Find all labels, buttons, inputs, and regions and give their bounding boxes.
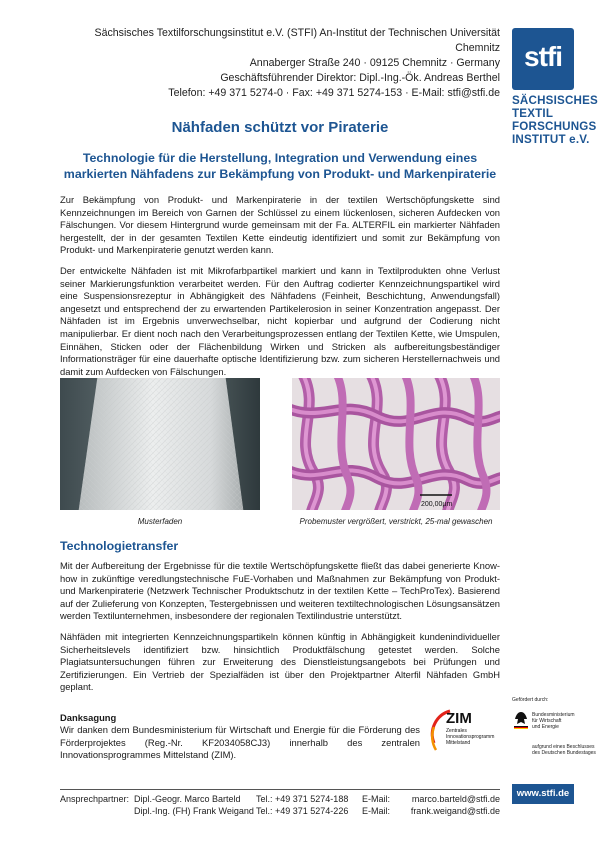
contact-label: Ansprechpartner: — [60, 794, 130, 804]
page-subtitle — [60, 150, 500, 182]
spool-illustration — [60, 378, 260, 510]
institute-header — [60, 26, 500, 101]
header-line: Geschäftsführender Direktor: Dipl.-Ing.-Ök. Andreas Berthel — [220, 72, 500, 84]
page-title: Nähfaden schützt vor Piraterie — [171, 119, 389, 136]
paragraph-transfer: Mit der Aufbereitung der Ergebnisse für die textile Wertschöpfungskette fließt das dabei generierte Know-how in zukünftige veredlungstechnische FuE-Vorhaben und Maßnahmen zur Bekämpfung von Produkt- und Markenpiraterie (Netzwerk Technischer Produktschutz in der textilen Kette – TechProTex). Basierend auf der Zulieferung von Konzepten, Testergebnissen und weiteren textiltechnologischen Lösungsansätzen werden Textilunternehmen, insbesondere der regionalen Textilindustrie unterstützt. — [60, 560, 500, 622]
intro-text — [60, 194, 500, 257]
logo-institute-name — [512, 94, 598, 146]
subtitle-line: markierten Nähfadens zur Bekämpfung von Produkt- und Markenpiraterie — [63, 167, 497, 181]
contact-email-label: E-Mail: — [362, 794, 391, 804]
contact-name: Dipl.-Ing. (FH) Frank Weigand — [134, 806, 254, 816]
zim-mark: ZIM — [446, 710, 472, 727]
contact-email-label: E-Mail: — [362, 806, 391, 816]
decision-line: aufgrund eines Beschlusses — [532, 744, 595, 750]
subtitle-line: Technologie für die Herstellung, Integration und Verwendung eines — [82, 151, 478, 165]
outlook-text — [60, 631, 500, 694]
acknowledgement-text: Wir danken dem Bundesministerium für Wirtschaft und Energie für die Förderung des Förderprojektes (Reg.-Nr. KF2034058CJ3) innerhalb des zentralen Innovationsprogrammes Mittelstand (ZIM). — [60, 724, 420, 761]
logo-name-line: TEXTIL — [512, 107, 554, 120]
funded-by-label: Gefördert durch: — [512, 697, 549, 703]
knit-illustration — [292, 378, 500, 510]
contact-name: Dipl.-Geogr. Marco Barteld — [134, 794, 241, 804]
paragraph-outlook: Nähfäden mit integrierten Kennzeichnungspartikeln können künftig in Abhängigkeit kundenindividueller Sicherheitslevels identifiziert bzw. hinsichtlich Produktfälschung getestet werden. Solche Plagiatsuntersuchungen führen zur Erweiterung des Dienstleistungsangebots bei Prüfungen und Zertifizierungen. Ein Vertrieb der Spezialfäden ist über den Projektpartner Alterfil Nähfaden GmbH geplant. — [60, 631, 500, 693]
sample-caption: Probemuster vergrößert, verstrickt, 25-mal gewaschen — [299, 517, 493, 526]
spool-caption: Musterfaden — [137, 517, 183, 526]
header-line: Annaberger Straße 240 · 09125 Chemnitz · Germany — [249, 57, 500, 69]
logo-name-line: INSTITUT e.V. — [512, 133, 590, 146]
scale-label: 200,00µm — [421, 501, 453, 508]
paragraph-description: Der entwickelte Nähfaden ist mit Mikrofarbpartikel markiert und kann in Textilprodukten ohne Verlust seiner Markierungsfunktion verarbeitet werden. Für den Auftrag codierter Kennzeichnungspartikel wird eine Suspensionsrezeptur in Abhängigkeit des Nähfadens (Feinheit, Beschichtung, Anwendungsfall) angesetzt und entsprechend der zu erwartenden Partikelerosion in seiner Konzentration angepasst. Der Nähfaden ist im Ergebnis unverwechselbar, nicht kopierbar und aufgrund der Codierung nicht manipulierbar. Er dient noch nach den Verarbeitungsprozessen entlang der Textilen Kette, wie Umspulen, Einnähen, Sticken oder der Flächenbildung Wirken und Stricken als aufbereitungsbeständiger Informationsträger für eine dauerhafte optische Identifizierung bzw. zum sicheren Herstellernachweis und damit zum Aufdecken von Fälschungen. — [60, 265, 500, 377]
logo-name-line: FORSCHUNGS — [512, 120, 597, 133]
zim-line: Zentrales — [446, 728, 467, 734]
footer-divider — [60, 789, 500, 790]
thread-spool-photo — [60, 378, 260, 510]
acknowledgement-heading: Danksagung — [60, 712, 117, 723]
ministry-line: und Energie — [532, 724, 559, 730]
paragraph-intro: Zur Bekämpfung von Produkt- und Markenpiraterie in der textilen Wertschöpfungskette sind Kennzeichnungen im Bereich von Garnen der Schlüssel zu einem lückenlosen, sicheren Aufdecken von Fälschungen. Vor diesem Hintergrund wurde gemeinsam mit der Fa. ALTERFIL ein markierter Nähfaden hergestellt, der in der gesamten Textilen Kette eindeutig identifiziert und somit zur Bekämpfung von Produkt- und Markenpiraterie genutzt werden kann. — [60, 194, 500, 256]
zim-logo — [424, 703, 496, 765]
contact-email-link[interactable]: frank.weigand@stfi.de — [410, 806, 500, 816]
acknowledgement — [60, 712, 420, 762]
contact-phone: Tel.: +49 371 5274-226 — [256, 806, 349, 816]
transfer-text — [60, 560, 500, 623]
contact-phone: Tel.: +49 371 5274-188 — [256, 794, 349, 804]
bmwi-logo — [512, 697, 596, 769]
decision-line: des Deutschen Bundestages — [532, 750, 596, 756]
zim-line: Innovationsprogramm — [446, 734, 495, 740]
ministry-name — [532, 712, 575, 730]
bundestag-decision — [532, 744, 596, 756]
stfi-logo — [512, 28, 574, 90]
description-text — [60, 265, 500, 378]
ministry-line: für Wirtschaft — [532, 718, 562, 724]
knitted-sample-photo — [292, 378, 500, 510]
contact-email-link[interactable]: marco.barteld@stfi.de — [411, 794, 500, 804]
logo-name-line: SÄCHSISCHES — [512, 94, 598, 107]
zim-emblem — [424, 703, 496, 765]
ministry-line: Bundesministerium — [532, 712, 575, 718]
website-link[interactable]: www.stfi.de — [512, 784, 574, 804]
zim-line: Mittelstand — [446, 740, 471, 746]
federal-eagle-icon — [514, 711, 528, 729]
logo-mark: stfi — [524, 41, 562, 72]
section-title-transfer: Technologietransfer — [60, 539, 179, 553]
header-line: Telefon: +49 371 5274-0 · Fax: +49 371 5274-153 · E-Mail: stfi@stfi.de — [168, 87, 500, 99]
header-line: Sächsisches Textilforschungsinstitut e.V. (STFI) An-Institut der Technischen Universität Chemnitz — [94, 27, 500, 54]
